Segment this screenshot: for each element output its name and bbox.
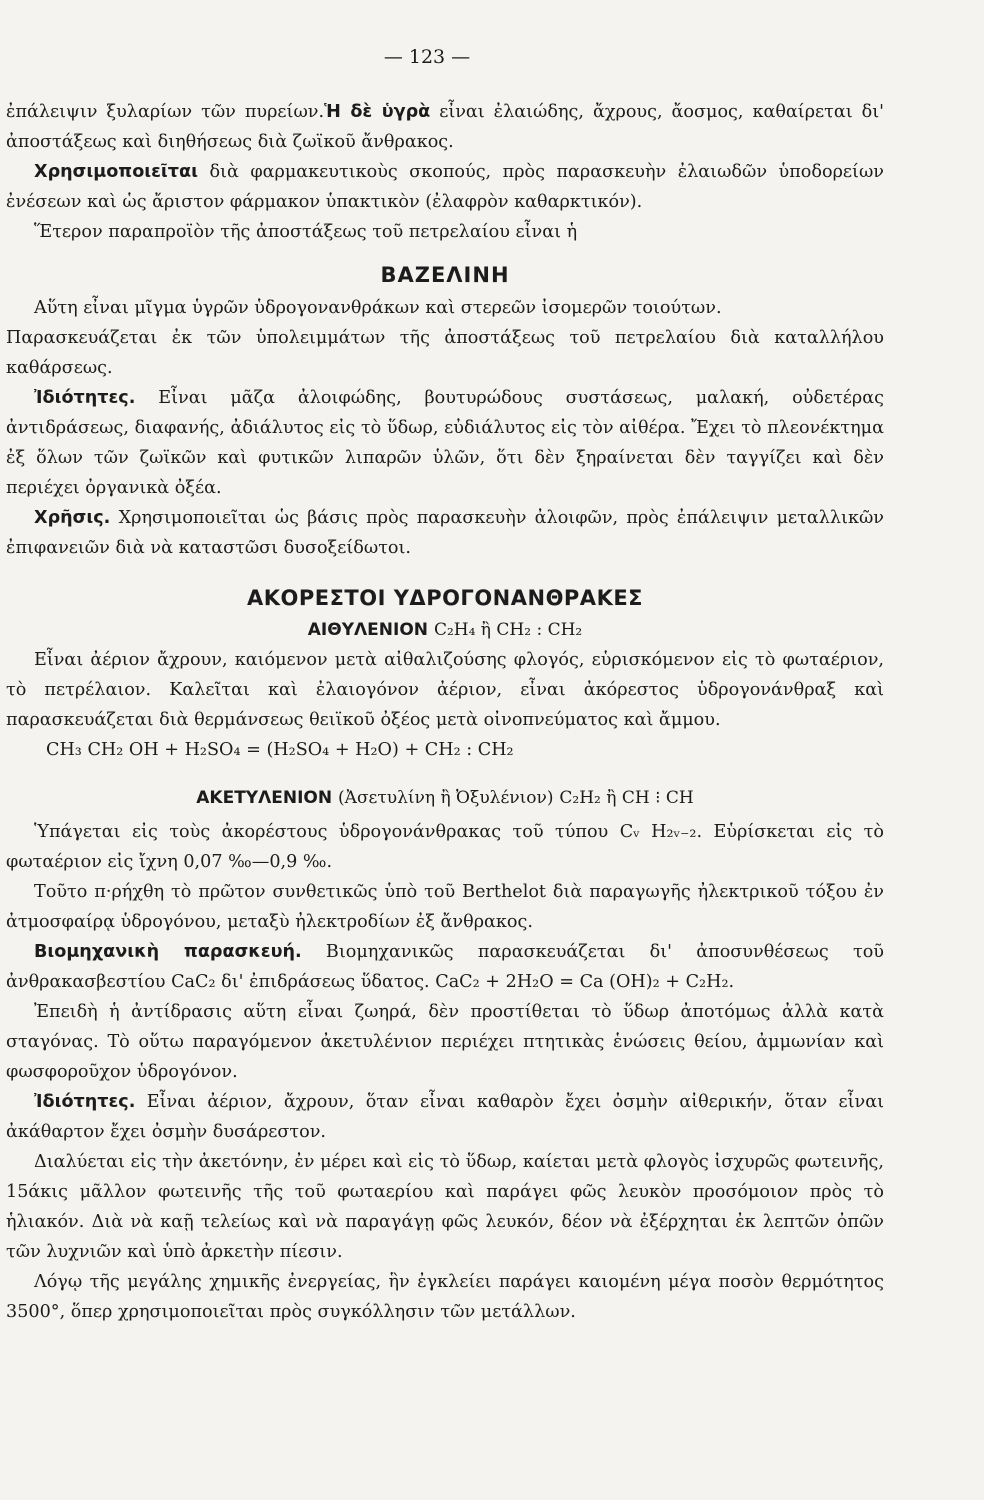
text-run: Βιομηχανικῶς παρασκευάζεται δι' ἀποσυνθέσεως τοῦ ἀνθρακασβεστίου CaC₂ δι' ἐπιδράσεως ὕδατος. CaC₂ + 2H₂O = Ca (OH)₂ + C₂H₂. [6,942,884,992]
paragraph-vaseline-prep: Παρασκευάζεται ἐκ τῶν ὑπολειμμάτων τῆς ἀποστάξεως τοῦ πετρελαίου διὰ καταλλήλου καθάρσεως. [6,328,884,378]
paragraph-vaseline-properties [6,383,884,503]
text-run: ἐπάλειψιν ξυλαρίων τῶν πυρείων. [6,102,325,122]
page-number: — 123 — [383,46,471,68]
heading-acetylene [6,783,884,813]
bold-term: Ἡ δὲ ὑγρὰ [324,102,431,122]
chemical-formula: C₂H₂ ἢ CH ⁝ CH [559,788,694,808]
heading-vaseline: ΒΑΖΕΛΙΝΗ [380,263,510,287]
heading-unsaturated-hydrocarbons: ΑΚΟΡΕΣΤΟΙ ΥΔΡΟΓΟΝΑΝΘΡΑΚΕΣ [246,586,644,610]
paragraph-industrial-prep [6,937,884,997]
paragraph-reaction-note: Ἐπειδὴ ἡ ἀντίδρασις αὕτη εἶναι ζωηρά, δὲν προστίθεται τὸ ὕδωρ ἀποτόμως ἀλλὰ κατὰ σταγόνας. Τὸ οὕτω παραγόμενον ἀκετυλένιον περιέχει πτητικὰς ἑνώσεις θείου, ἀμμωνίαν καὶ φωσφοροῦχον ὑδρογόνον. [6,1002,884,1082]
text-run: Εἶναι μᾶζα ἀλοιφώδης, βουτυρώδους συστάσεως, μαλακή, οὐδετέρας ἀντιδράσεως, διαφανής, ἀδιάλυτος εἰς τὸ ὕδωρ, εὐδιάλυτος εἰς τὸν αἰθέρα. Ἔχει τὸ πλεονέκτημα ἐξ ὅλων τῶν ζωϊκῶν καὶ φυτικῶν λιπαρῶν ὑλῶν, ὅτι δὲν ξηραίνεται δὲν ταγγίζει καὶ δὲν περιέχει ὀργανικὰ ὀξέα. [6,388,884,498]
paragraph-acetylene-berthelot: Τοῦτο π·ρήχθη τὸ πρῶτον συνθετικῶς ὑπὸ τοῦ Berthelot διὰ παραγωγῆς ἠλεκτρικοῦ τόξου ἐν ἀτμοσφαίρᾳ ὑδρογόνου, μεταξὺ ἠλεκτροδίων ἐξ ἄνθρακος. [6,882,884,932]
paragraph-vaseline-def: Αὕτη εἶναι μῖγμα ὑγρῶν ὑδρογονανθράκων καὶ στερεῶν ἰσομερῶν τοιούτων. [34,298,722,318]
paragraph-acetylene-class: Ὑπάγεται εἰς τοὺς ἀκορέστους ὑδρογονάνθρακας τοῦ τύπου Cᵥ H₂ᵥ₋₂. Εὑρίσκεται εἰς τὸ φωταέριον εἰς ἴχνη 0,07 ‰—0,9 ‰. [6,822,884,872]
paragraph-oil-liquid [6,97,884,157]
heading-label: ΑΙΘΥΛΕΝΙΟΝ [307,620,429,640]
text-run: Χρησιμοποιεῖται ὡς βάσις πρὸς παρασκευὴν ἀλοιφῶν, πρὸς ἐπάλειψιν μεταλλικῶν ἐπιφανειῶν διὰ νὰ καταστῶσι δυσοξείδωτοι. [6,508,884,558]
heading-label: ΑΚΕΤΥΛΕΝΙΟΝ [196,788,333,808]
text-run: Εἶναι ἀέριον, ἄχρουν, ὅταν εἶναι καθαρὸν ἔχει ὀσμὴν αἰθερικήν, ὅταν εἶναι ἀκάθαρτον ἔχει ὀσμὴν δυσάρεστον. [6,1092,884,1142]
heading-ethylene [6,615,884,645]
paragraph-vaseline-use [6,503,884,563]
paragraph-acetylene-solubility: Διαλύεται εἰς τὴν ἀκετόνην, ἐν μέρει καὶ εἰς τὸ ὕδωρ, καίεται μετὰ φλογὸς ἰσχυρῶς φωτεινῆς, 15άκις μᾶλλον φωτεινῆς τῆς τοῦ φωταερίου καὶ παράγει φῶς λευκὸν προσόμοιον πρὸς τὸ ἡλιακόν. Διὰ νὰ καῇ τελείως καὶ νὰ παραγάγῃ φῶς λευκόν, δέον νὰ ἐξέρχηται ἐκ λεπτῶν ὀπῶν τῶν λυχνιῶν καὶ ὑπὸ ἀρκετὴν πίεσιν. [6,1152,884,1262]
chemical-formula: C₂H₄ ἢ CH₂ : CH₂ [433,620,583,640]
heading-subtitle: (Ἀσετυλίνη ἢ Ὀξυλένιον) [338,788,554,808]
equation-ethylene: CH₃ CH₂ OH + H₂SO₄ = (H₂SO₄ + H₂O) + CH₂ : CH₂ [46,740,514,760]
paragraph-ethylene: Εἶναι ἀέριον ἄχρουν, καιόμενον μετὰ αἰθαλιζούσης φλογός, εὑρισκόμενον εἰς τὸ φωταέριον, τὸ πετρέλαιον. Καλεῖται καὶ ἐλαιογόνον ἀέριον, εἶναι ἀκόρεστος ὑδρογονάνθραξ καὶ παρασκευάζεται διὰ θερμάνσεως θειϊκοῦ ὀξέος μετὰ οἰνοπνεύματος καὶ ἄμμου. [6,650,884,730]
paragraph-byproduct: Ἕτερον παραπροϊὸν τῆς ἀποστάξεως τοῦ πετρελαίου εἶναι ἡ [34,222,578,242]
page-body [6,97,884,1327]
text-run: εἶναι ἐλαιώδης, ἄχρους, ἄοσμος, καθαίρεται δι' ἀποστάξεως καὶ διηθήσεως διὰ ζωϊκοῦ ἄνθρακος. [6,102,884,152]
paragraph-acetylene-welding: Λόγῳ τῆς μεγάλης χημικῆς ἐνεργείας, ἣν ἐγκλείει παράγει καιομένη μέγα ποσὸν θερμότητος 3500°, ὅπερ χρησιμοποιεῖται πρὸς συγκόλλησιν τῶν μετάλλων. [6,1272,884,1322]
text-run: διὰ φαρμακευτικοὺς σκοπούς, πρὸς παρασκευὴν ἐλαιωδῶν ὑποδορείων ἐνέσεων καὶ ὡς ἄριστον φάρμακον ὑπακτικὸν (ἐλαφρὸν καθαρκτικόν). [6,162,884,212]
bold-term: Χρῆσις. [34,508,111,528]
paragraph-acetylene-properties [6,1087,884,1147]
paragraph-uses [6,157,884,217]
bold-term: Βιομηχανικὴ παρασκευή. [34,942,302,962]
bold-term: Ἰδιότητες. [34,1092,136,1112]
bold-term: Χρησιμοποιεῖται [34,162,198,182]
bold-term: Ἰδιότητες. [34,388,136,408]
